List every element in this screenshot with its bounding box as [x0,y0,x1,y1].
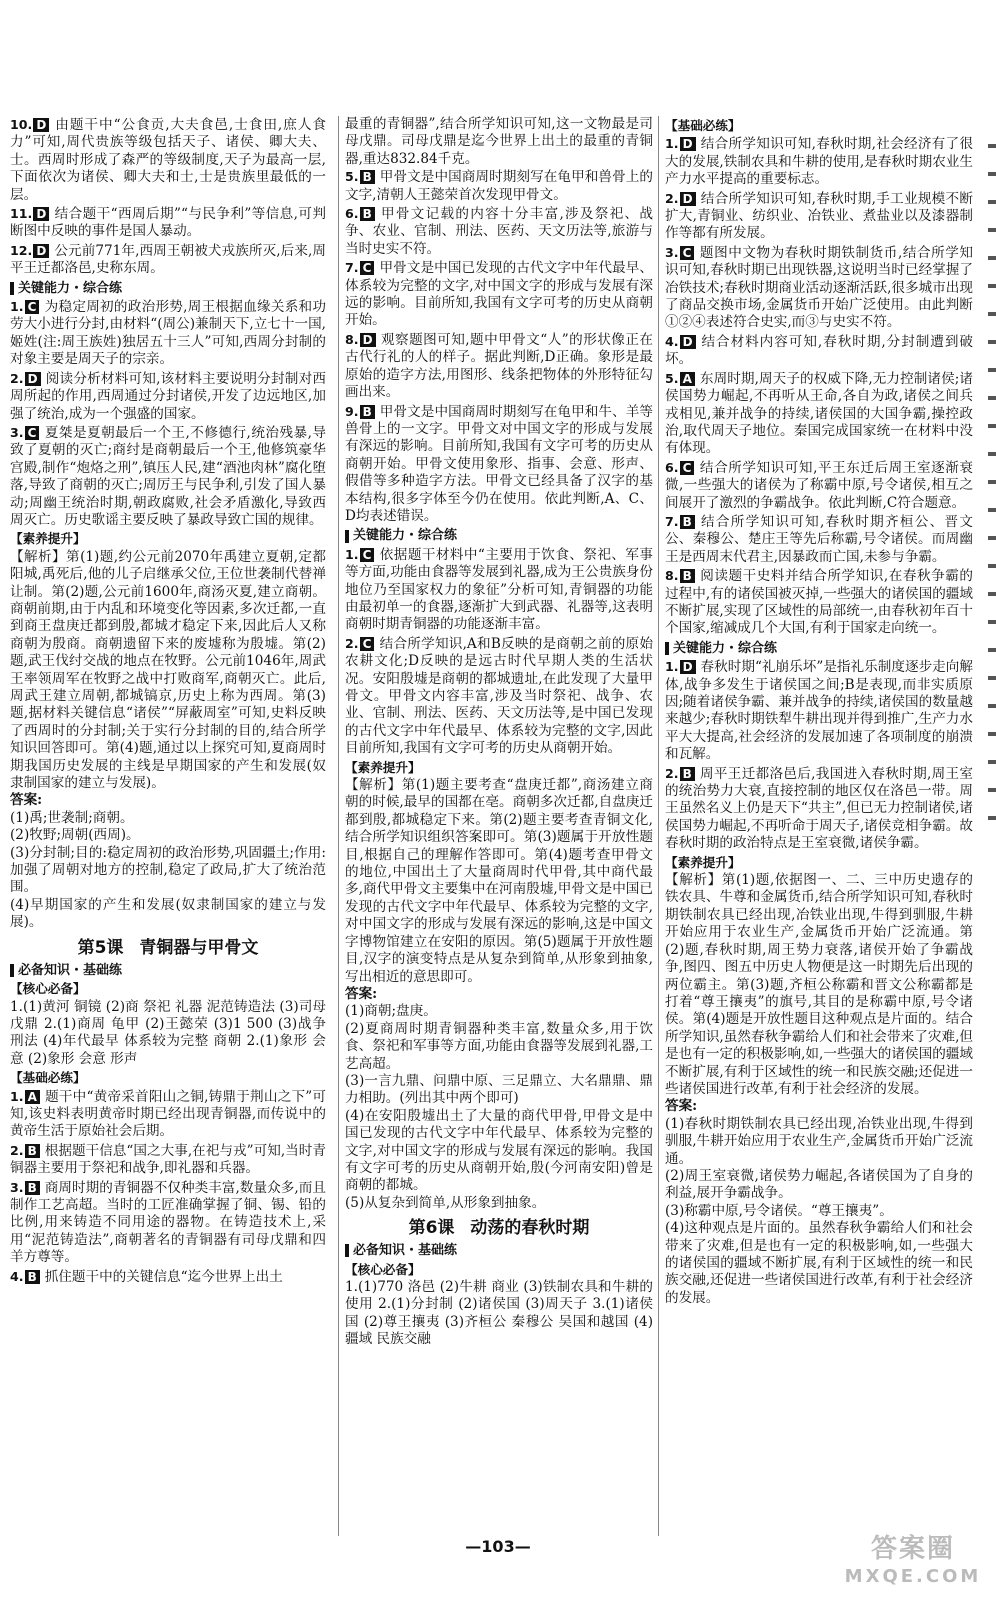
subsection-heading: 【基础必练】 [10,1070,86,1086]
question-item [10,1142,326,1178]
question-explanation: 甲骨文是中国商周时期刻写在龟甲和兽骨上的文字,清朝人王懿荣首次发现甲骨文。 [345,169,653,203]
answer-letter-badge: B [25,1181,40,1195]
question-item [665,370,973,458]
question-number: 1. [345,546,359,562]
question-number: 1. [665,136,679,152]
question-number: 10. [10,117,33,132]
question-item [345,168,653,204]
question-item [10,1088,326,1141]
question-explanation: 东周时期,周天子的权威下降,无力控制诸侯;诸侯国势力崛起,不再听从王命,各自为政,诸侯之间兵戎相见,兼并战争的持续,诸侯国的大国争霸,操控政治,取代周天子地位。秦国完成国家统一在材料中没有体现。 [665,370,973,457]
question-explanation: 为稳定周初的政治形势,周王根据血缘关系和功劳大小进行分封,由材料“(周公)兼制天下,立七十一国,姬姓(注:周王族姓)独居五十三人”可知,西周分封制的对象主要是周天子的宗亲。 [10,299,326,368]
question-item [345,205,653,258]
item-list [665,658,973,852]
question-number: 3. [665,244,679,260]
item-list [345,546,653,758]
question-number: 2. [345,635,359,651]
answer-letter-badge: D [680,335,696,349]
section-heading: 必备知识・基础练 [10,962,326,979]
section-heading: 必备知识・基础练 [345,1242,653,1259]
column-right [658,116,973,1536]
question-item [10,205,326,241]
question-explanation: 题干中“黄帝采首阳山之铜,铸鼎于荆山之下”可知,该史料表明黄帝时期已经出现青铜器,而传说中的黄帝生活于原始社会后期。 [10,1088,326,1140]
site-watermark [838,1532,988,1594]
core-knowledge: 1.(1)770 洛邑 (2)牛耕 商业 (3)铁制农具和牛耕的使用 2.(1)分封制 (2)诸侯国 (3)周天子 3.(1)诸侯国 (2)尊王攘夷 (3)齐桓公 秦穆公 吴国和越国 (4)疆域 民族交融 [345,1279,653,1348]
answer-letter-badge: D [33,244,49,258]
answer-list [345,1003,653,1212]
item-list [345,168,653,525]
section-bar-icon [345,1244,349,1257]
question-item [345,331,653,402]
item-list [10,298,326,529]
question-number: 2. [10,1142,24,1158]
question-explanation: 结合所学知识可知,春秋时期,社会经济有了很大的发展,铁制农具和牛耕的使用,是春秋时期农业生产力水平提高的重要标志。 [665,136,973,188]
question-number: 3. [10,1179,24,1195]
answer-line: (4)在安阳殷墟出土了大量的商代甲骨,甲骨文是中国已发现的古代文字中年代最早、体系较为完整的文字,对中国文字的形成与发展有深远的影响。我国有文字可考的历史从商朝开始,殷(今河南安阳)曾是商朝的都城。 [345,1107,653,1194]
answer-letter-badge: C [360,637,375,651]
question-item [10,1179,326,1267]
question-number: 1. [10,1088,24,1104]
item-list [10,1088,326,1286]
question-number: 4. [10,1268,24,1284]
question-item [10,116,326,204]
answer-line: (2)夏商周时期青铜器种类丰富,数量众多,用于饮食、祭祀和军事等方面,功能由食器等发展到礼器,工艺高超。 [345,1020,653,1072]
section-heading: 关键能力・综合练 [10,280,326,297]
question-explanation: 甲骨文是中国已发现的古代文字中年代最早、体系较为完整的文字,对中国文字的形成与发展有深远的影响。目前所知,我国有文字可考的历史从商朝开始。 [345,260,653,329]
question-number: 7. [345,260,359,276]
section-bar-icon [10,964,14,977]
watermark-logo-text: 答案圈 [870,1534,955,1564]
answer-letter-badge: B [680,569,695,583]
answer-letter-badge: D [360,333,376,347]
question-item [665,513,973,566]
subsection-heading: 【素养提升】 [10,531,86,547]
question-item [345,403,653,526]
question-item [345,635,653,758]
answer-line: (2)周王室衰微,诸侯势力崛起,各诸侯国为了自身的利益,展开争霸战争。 [665,1167,973,1202]
answer-letter-badge: D [25,372,41,386]
section-heading: 关键能力・综合练 [665,640,973,657]
question-number: 5. [665,370,679,386]
question-number: 12. [10,242,33,258]
answer-letter-badge: B [680,515,695,529]
question-explanation: 结合材料内容可知,春秋时期,分封制遭到破坏。 [665,333,973,368]
answer-line: (4)早期国家的产生和发展(奴隶制国家的建立与发展)。 [10,896,326,931]
section-heading: 关键能力・综合练 [345,527,653,544]
answer-letter-badge: B [360,207,375,221]
question-item [665,244,973,332]
analysis-text: 【解析】第(1)题主要考查“盘庚迁都”,商汤建立商朝的时候,最早的国都在亳。商朝多次迁都,自盘庚迁都到殷,都城稳定下来。第(2)题主要考查青铜文化,结合所学知识组织答案即可。第(3)题属于开放性题目,根据自己的理解作答即可。第(4)题考查甲骨文的地位,中国出土了大量商周时代甲骨,其中商代最多,商代甲骨文主要集中在河南殷墟,甲骨文是中国已发现的古代文字中年代最早、体系较为完整的文字,对中国文字的形成与发展有深远的影响,这是中国文字博物馆建立在安阳的原因。第(5)题属于开放性题目,汉字的演变特点是从复杂到简单,从形象到抽象,写出相近的意思即可。 [345,777,653,985]
question-explanation: 公元前771年,西周王朝被犬戎族所灭,后来,周平王迁都洛邑,史称东周。 [10,242,326,277]
question-item [10,1268,326,1286]
question-explanation: 抓住题干中的关键信息“迄今世界上出土 [44,1268,283,1285]
answer-letter-badge: B [25,1270,40,1284]
core-knowledge: 1.(1)黄河 铜镜 (2)商 祭祀 礼器 泥范铸造法 (3)司母戊鼎 2.(1)商周 龟甲 (2)王懿荣 (3)1 500 (3)战争 刑法 (4)年代最早 体系较为完整 商朝 2.(1)象形 会意 (2)象形 会意 形声 [10,998,326,1067]
question-number: 2. [665,765,679,781]
answer-letter-badge: C [25,300,40,314]
question-item [665,658,973,763]
answer-line: (3)分封制;目的:稳定周初的政治形势,巩固疆土;作用:加强了周朝对地方的控制,稳定了政局,扩大了统治范围。 [10,844,326,896]
question-item [665,765,973,853]
answer-letter-badge: A [25,1090,40,1104]
answer-letter-badge: D [680,192,696,206]
answer-letter-badge: C [25,426,40,440]
answer-letter-badge: C [680,461,695,475]
answer-letter-badge: B [360,405,375,419]
question-explanation: 夏桀是夏朝最后一个王,不修德行,统治残暴,导致了夏朝的灭亡;商纣是商朝最后一个王,他修筑豪华宫殿,制作“炮烙之刑”,镇压人民,建“酒池肉林”腐化堕落,导致了商朝的灭亡;周厉王与民争利,引发了国人暴动;周幽王统治时期,朝政腐败,社会矛盾激化,导致西周灭亡。历史歌谣主要反映了暴政导致亡国的规律。 [10,424,326,528]
answer-letter-badge: C [360,261,375,275]
subsection-heading: 【核心必备】 [10,981,86,997]
question-number: 6. [345,206,359,222]
question-explanation: 结合所学知识可知,平王东迁后周王室逐渐衰微,一些强大的诸侯为了称霸中原,号令诸侯,相互之间展开了激烈的争霸战争。依此判断,C符合题意。 [665,459,973,511]
question-explanation: 商周时期的青铜器不仅种类丰富,数量众多,而且制作工艺高超。当时的工匠准确掌握了铜、锡、铅的比例,用来铸造不同用途的器物。在铸造技术上,采用“泥范铸造法”,商朝著名的青铜器有司母戊鼎和四羊方尊等。 [10,1179,326,1266]
analysis-text: 【解析】第(1)题,依据图一、二、三中历史遗存的铁农具、牛尊和金属货币,结合所学知识可知,春秋时期铁制农具已经出现,冶铁业出现,牛得到驯服,牛耕开始应用于农业生产,金属货币开始广泛流通。第(2)题,春秋时期,周王势力衰落,诸侯开始了争霸战争,图四、图五中历史人物便是这一时期先后出现的两位霸主。第(3)题,齐桓公称霸和晋文公称霸都是打着“尊王攘夷”的旗号,其目的是称霸中原,号令诸侯。第(4)题是开放性题目这种观点是片面的。结合所学知识,虽然春秋争霸给人们和社会带来了灾难,但是也有一定的积极影响,如,一些强大的诸侯国的疆域不断扩展,有利于区域性的统一和民族交融;还促进一些诸侯国进行改革,有利于社会经济的发展。 [665,872,973,1097]
item-list [665,135,973,637]
answer-line: (1)商朝;盘庚。 [345,1003,437,1020]
question-explanation: 结合题干“西周后期”“与民争利”等信息,可判断图中反映的事件是国人暴动。 [10,206,326,240]
answer-label: 答案: [665,1098,698,1115]
question-explanation: 根据题干信息“国之大事,在祀与戎”可知,当时青铜器主要用于祭祀和战争,即礼器和兵器。 [10,1142,326,1177]
question-item [665,190,973,243]
question-number: 8. [345,331,359,347]
subsection-heading: 【素养提升】 [665,854,741,870]
question-number: 8. [665,568,679,584]
question-number: 6. [665,459,679,475]
answer-letter-badge: B [25,1144,40,1158]
question-number: 5. [345,169,359,185]
subsection-heading: 【基础必练】 [665,118,741,133]
question-explanation: 甲骨文记载的内容十分丰富,涉及祭祀、战争、农业、官制、刑法、医药、天文历法等,旅游与当时史实不符。 [345,206,653,257]
section-bar-icon [10,282,14,295]
question-item [10,242,326,278]
question-explanation: 结合所学知识,A和B反映的是商朝之前的原始农耕文化;D反映的是远古时代早期人类的生活状况。安阳殷墟是商朝的都城遗址,在此发现了大量甲骨文。甲骨文内容丰富,涉及当时祭祀、战争、农业、官制、刑法、医药、天文历法等,是中国已发现的古代文字中年代最早、体系较为完整的文字,因此目前所知,我国有文字可考的历史从商朝开始。 [345,635,653,757]
question-explanation: 观察题图可知,题中甲骨文“人”的形状像正在古代行礼的人的样子。据此判断,D正确。象形是最原始的造字方法,用图形、线条把物体的外形特征勾画出来。 [345,331,653,401]
answer-letter-badge: C [360,548,375,562]
answer-line: (3)称霸中原,号令诸侯。“尊王攘夷”。 [665,1202,893,1219]
answer-letter-badge: C [680,246,695,260]
lesson-title: 第6课 动荡的春秋时期 [408,1218,590,1239]
lesson-title: 第5课 青铜器与甲骨文 [77,937,259,958]
answer-line: (4)这种观点是片面的。虽然春秋争霸给人们和社会带来了灾难,但是也有一定的积极影响,如,一些强大的诸侯国的疆域不断扩展,有利于区域性的统一和民族交融,还促进一些诸侯国进行改革,有利于社会经济的发展。 [665,1220,973,1306]
question-number: 7. [665,513,679,529]
continued-text: 最重的青铜器”,结合所学知识可知,这一文物最是司母戊鼎。司母戊鼎是迄今世界上出土的最重的青铜器,重达832.84千克。 [345,116,653,167]
question-explanation: 甲骨文是中国商周时期刻写在龟甲和牛、羊等兽骨上的一文字。甲骨文对中国文字的形成与发展有深远的影响。目前所知,我国有文字可考的历史从商朝开始。甲骨文使用象形、指事、会意、形声、假借等多种造字方法。甲骨文已经具备了汉字的基本结构,很多字体至今仍在使用。依此判断,A、C、D均表述错误。 [345,403,653,524]
question-item [665,135,973,188]
answer-letter-badge: A [680,372,695,386]
answer-letter-badge: D [33,207,49,221]
question-number: 11. [10,206,33,222]
question-item [10,424,326,529]
answer-line: (2)牧野;周朝(西周)。 [10,827,140,844]
question-number: 1. [10,299,24,315]
section-bar-icon [345,530,349,543]
question-number: 1. [665,659,679,675]
question-item [10,370,326,423]
answer-label: 答案: [10,792,43,809]
subsection-heading: 【素养提升】 [345,759,421,775]
answer-letter-badge: B [360,170,375,184]
question-explanation: 题图中文物为春秋时期铁制货币,结合所学知识可知,春秋时期已出现铁器,这说明当时已经掌握了冶铁技术;春秋时期商业活动逐渐活跃,很多城市出现了商品交换市场,金属货币开始广泛使用。由此判断①②④表述符合史实,而③与史实不符。 [665,244,973,331]
answer-line: (1)春秋时期铁制农具已经出现,冶铁业出现,牛得到驯服,牛耕开始应用于农业生产,金属货币开始广泛流通。 [665,1115,973,1167]
question-item [10,298,326,369]
question-number: 3. [10,424,24,440]
subsection-heading: 【核心必备】 [345,1261,421,1277]
question-item [665,333,973,369]
question-item [665,567,973,638]
question-number: 4. [665,333,679,349]
question-number: 2. [665,190,679,206]
answer-list [665,1116,973,1307]
item-list [10,116,326,278]
answer-letter-badge: D [680,137,696,151]
question-explanation: 由题干中“公食贡,大夫食邑,士食田,庶人食力”可知,周代贵族等级包括天子、诸侯、卿大夫、士。西周时形成了森严的等级制度,天子为最高一层,下面依次为诸侯、卿大夫和士,士是贵族里最低的一层。 [10,117,326,203]
question-explanation: 阅读题干史料并结合所学知识,在春秋争霸的过程中,有的诸侯国被灭掉,一些强大的诸侯国的疆域不断扩展,实现了区域性的局部统一,由春秋初年百十个国家,缩减成几个大国,有利于国家走向统一。 [665,568,973,637]
question-explanation: 依据题干材料中“主要用于饮食、祭祀、军事等方面,功能由食器等发展到礼器,成为王公贵族身份地位乃至国家权力的象征”分析可知,青铜器的功能由最初单一的食器,逐渐扩大到武器、礼器等,这表明商朝时期青铜器的功能逐渐丰富。 [345,546,653,633]
question-explanation: 春秋时期“礼崩乐坏”是指礼乐制度逐步走向解体,战争多发生于诸侯国之间;B是表现,而非实质原因;随着诸侯争霸、兼并战争的持续,诸侯国的数量越来越少;春秋时期铁犁牛耕出现并得到推广,生产力水平大大提高,社会经济的发展加速了各项制度的崩溃和瓦解。 [665,659,973,763]
question-item [665,459,973,512]
question-number: 2. [10,370,24,386]
watermark-url: MXQE.COM [844,1566,982,1587]
question-item [345,546,653,634]
answer-letter-badge: D [33,118,49,132]
page-number: —103— [465,1537,531,1556]
answer-letter-badge: D [680,660,696,674]
column-middle [338,116,653,1536]
question-explanation: 结合所学知识可知,春秋时期,手工业规模不断扩大,青铜业、纺织业、冶铁业、煮盐业以及漆器制作等都有所发展。 [665,190,973,242]
answer-line: (1)禹;世袭制;商朝。 [10,809,134,826]
answer-line: (3)一言九鼎、问鼎中原、三足鼎立、大名鼎鼎、鼎力相助。(列出其中两个即可) [345,1072,653,1107]
answer-label: 答案: [345,985,378,1002]
question-explanation: 结合所学知识可知,春秋时期齐桓公、晋文公、秦穆公、楚庄王等先后称霸,号令诸侯。而周幽王是西周末代君主,因暴政而亡国,未参与争霸。 [665,513,973,565]
answer-line: (5)从复杂到简单,从形象到抽象。 [345,1194,546,1211]
answer-letter-badge: B [680,767,695,781]
question-number: 9. [345,403,359,419]
question-explanation: 阅读分析材料可知,该材料主要说明分封制对西周所起的作用,西周通过分封诸侯,开发了边远地区,加强了统治,成为一个强盛的国家。 [10,370,326,422]
page-edge-strip [988,120,996,820]
section-bar-icon [665,642,669,655]
question-explanation: 周平王迁都洛邑后,我国进入春秋时期,周王室的统治势力大衰,直接控制的地区仅在洛邑一带。周王虽然名义上仍是天下“共主”,但已无力控制诸侯,诸侯国势力崛起,不再听命于周天子,诸侯竞相争霸。故春秋时期的政治特点是王室衰微,诸侯争霸。 [665,765,973,852]
answer-list [10,810,326,932]
question-item [345,259,653,330]
column-left [10,116,326,1536]
analysis-text: 【解析】第(1)题,约公元前2070年禹建立夏朝,定都阳城,禹死后,他的儿子启继承父位,王位世袭制代替禅让制。第(2)题,公元前1600年,商汤灭夏,建立商朝。商朝前期,由于内乱和环境变化等因素,多次迁都,一直到商王盘庚迁都到殷,都城才稳定下来,因此后人又称商朝为殷商。商朝遗留下来的废墟称为殷墟。第(2)题,武王伐纣交战的地点在牧野。公元前1046年,周武王率领周军在牧野之战中打败商军,商朝灭亡。此后,周武王建立周朝,都城镐京,历史上称为西周。第(3)题,据材料关键信息“诸侯”“屏蔽周室”可知,史料反映了西周时的分封制;关于实行分封制的目的,结合所学知识回答即可。第(4)题,通过以上探究可知,夏商周时期我国历史发展的主线是早期国家的产生和发展(奴隶制国家的建立与发展)。 [10,548,326,792]
